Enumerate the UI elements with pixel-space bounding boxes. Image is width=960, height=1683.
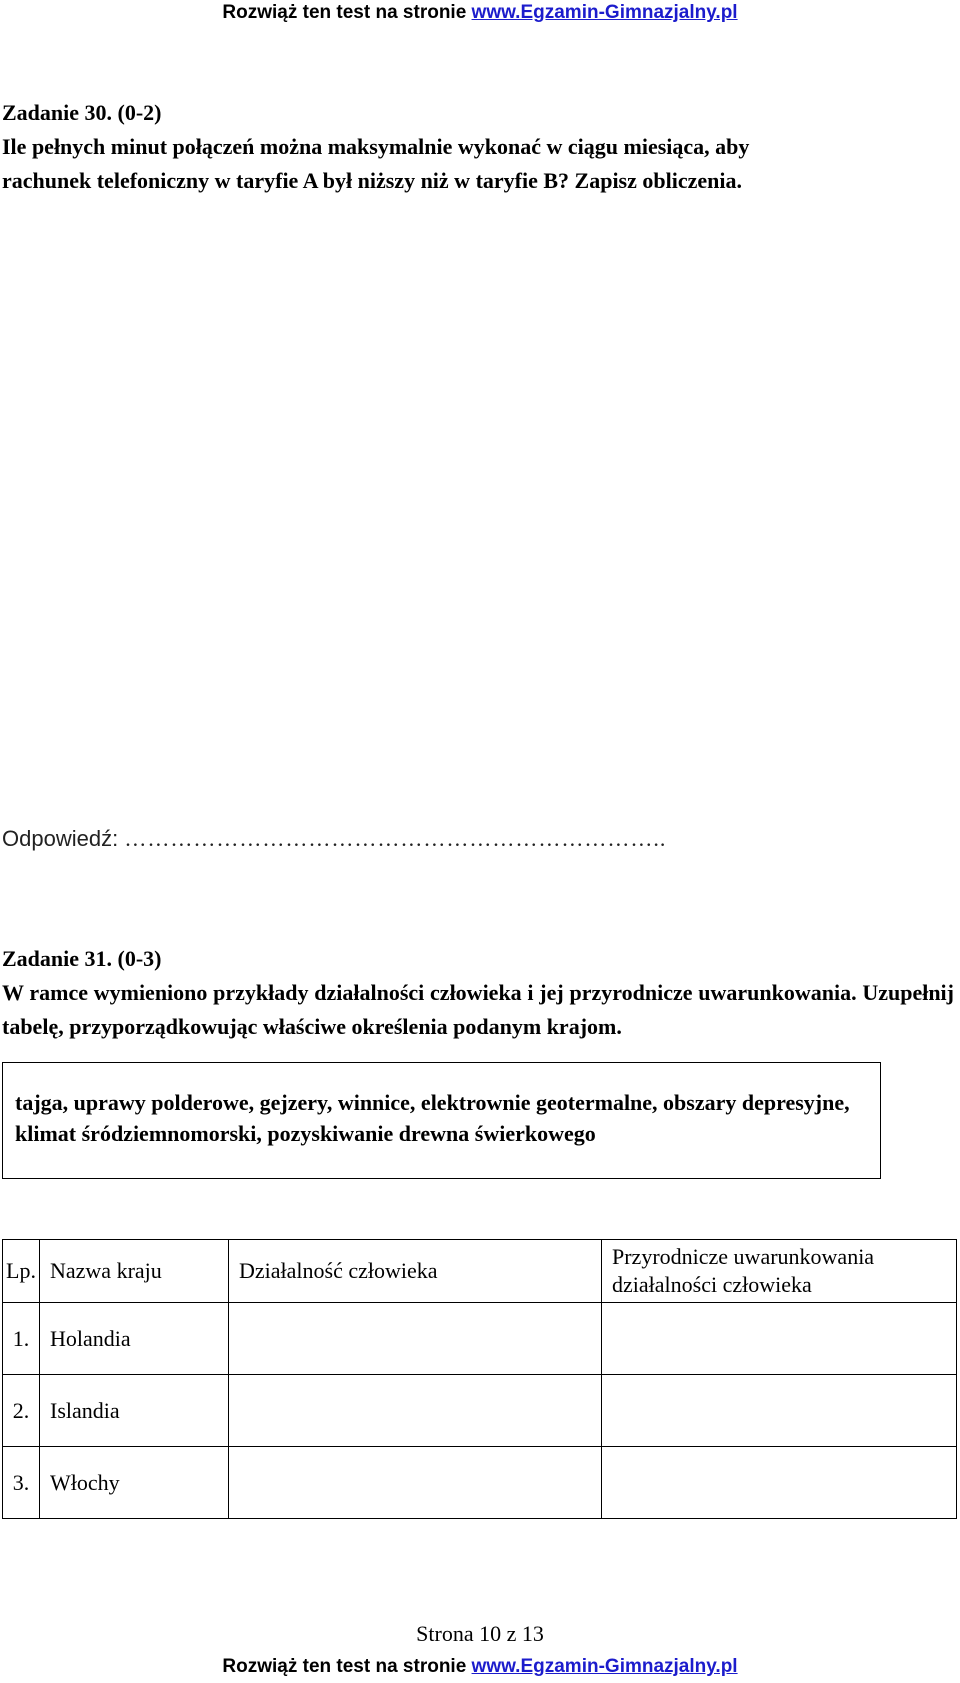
banner-text: Rozwiąż ten test na stronie (222, 2, 467, 23)
row-conditions-cell[interactable] (602, 1447, 957, 1519)
row-conditions-cell[interactable] (602, 1303, 957, 1375)
banner-link[interactable]: www.Egzamin-Gimnazjalny.pl (471, 1656, 738, 1677)
row-country: Islandia (40, 1375, 229, 1447)
banner-text: Rozwiąż ten test na stronie (222, 1656, 467, 1677)
answer-line (2, 826, 954, 852)
row-activity-cell[interactable] (229, 1303, 602, 1375)
row-lp: 2. (3, 1375, 40, 1447)
row-activity-cell[interactable] (229, 1447, 602, 1519)
row-conditions-cell[interactable] (602, 1375, 957, 1447)
task-30 (2, 96, 954, 198)
table-row (3, 1447, 957, 1519)
header-activity: Działalność człowieka (229, 1240, 602, 1303)
page-number: Strona 10 z 13 (416, 1621, 544, 1646)
header-country: Nazwa kraju (40, 1240, 229, 1303)
word-bank-box (2, 1062, 881, 1179)
answer-dots[interactable]: …………………………………………………………….. (124, 826, 667, 851)
answer-label: Odpowiedź: (2, 826, 119, 851)
task-30-title: Zadanie 30. (0-2) (2, 100, 162, 125)
row-lp: 3. (3, 1447, 40, 1519)
task-31-title: Zadanie 31. (0-3) (2, 946, 162, 971)
task-31-instruction: W ramce wymieniono przykłady działalności człowieka i jej przyrodnicze uwarunkowania. Uzupełnij tabelę, przyporządkowując właściwe określenia podanym krajom. (2, 980, 954, 1039)
table-row (3, 1303, 957, 1375)
answer-table (2, 1239, 957, 1519)
task-30-line-2: rachunek telefoniczny w taryfie A był niższy niż w taryfie B? Zapisz obliczenia. (2, 168, 742, 193)
bottom-banner (0, 1656, 960, 1678)
table-row (3, 1375, 957, 1447)
header-conditions: Przyrodnicze uwarunkowania działalności człowieka (602, 1240, 957, 1303)
row-country: Holandia (40, 1303, 229, 1375)
header-lp: Lp. (3, 1240, 40, 1303)
row-lp: 1. (3, 1303, 40, 1375)
row-activity-cell[interactable] (229, 1375, 602, 1447)
word-bank-text: tajga, uprawy polderowe, gejzery, winnice, elektrownie geotermalne, obszary depresyjne, klimat śródziemnomorski, pozyskiwanie drewna świerkowego (15, 1090, 850, 1146)
banner-link[interactable]: www.Egzamin-Gimnazjalny.pl (471, 2, 738, 23)
task-30-line-1: Ile pełnych minut połączeń można maksymalnie wykonać w ciągu miesiąca, aby (2, 134, 750, 159)
row-country: Włochy (40, 1447, 229, 1519)
task-31 (2, 942, 954, 1044)
top-banner (0, 2, 960, 24)
table-header-row (3, 1240, 957, 1303)
